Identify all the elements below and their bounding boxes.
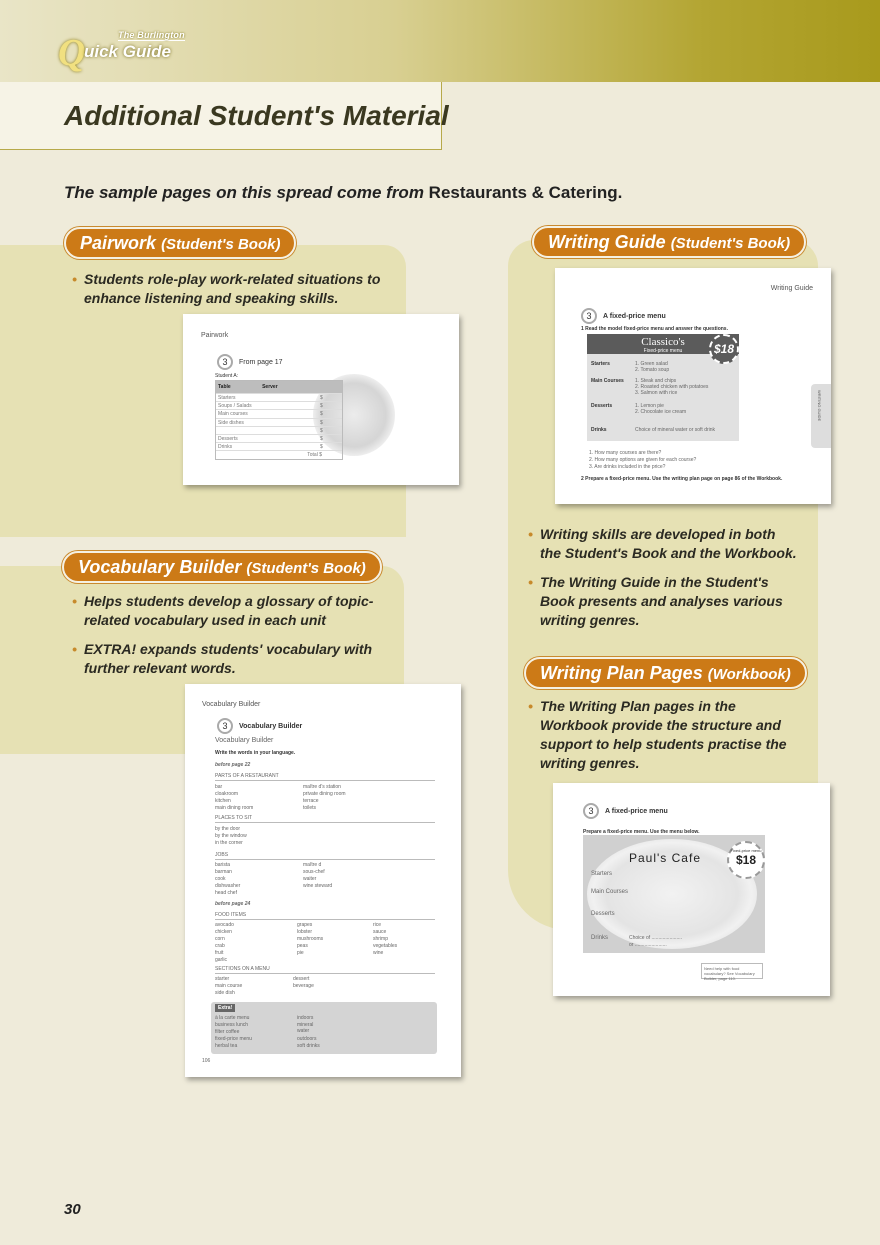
- vb-word: mushrooms: [297, 936, 324, 942]
- pairwork-bullets: [72, 270, 382, 318]
- pairwork-sub: (Student's Book): [161, 236, 281, 253]
- vb-instruction: Write the words in your language.: [215, 750, 296, 756]
- pairwork-heading: [64, 227, 296, 259]
- vb-word: head chef: [215, 890, 237, 896]
- page-title: Additional Student's Material: [64, 100, 449, 131]
- vb-extra-label: Extra!: [215, 1004, 235, 1012]
- pw-table-header: [216, 381, 342, 393]
- vocab-title: Vocabulary Builder: [78, 557, 242, 577]
- vb-word: shrimp: [373, 936, 389, 942]
- wg-course-items: Choice of mineral water or soft drink: [635, 427, 716, 433]
- writing-guide-title: Writing Guide: [548, 232, 666, 252]
- classico-name: Classico's: [641, 336, 685, 348]
- vb-word: rice: [373, 922, 382, 928]
- vb-word: filter coffee: [215, 1029, 240, 1035]
- vb-word: in the corner: [215, 840, 243, 846]
- vb-divider: [215, 919, 435, 920]
- vb-word: business lunch: [215, 1022, 249, 1028]
- wg-course-items: 1. Lemon pie 2. Chocolate ice cream: [635, 403, 687, 415]
- pauls-cafe-menu: [583, 835, 765, 953]
- wg-unit: 3: [581, 308, 597, 324]
- pw-row: Main courses $: [216, 409, 342, 417]
- vb-unit: 3: [217, 718, 233, 734]
- vb-word: maître d: [303, 862, 322, 868]
- cafe-course: Desserts: [591, 911, 615, 917]
- vb-header: Vocabulary Builder: [202, 701, 261, 708]
- vb-word: cook: [215, 876, 226, 882]
- pw-order-table: [215, 380, 343, 460]
- writing-plan-heading: [524, 657, 807, 689]
- vocab-heading: [62, 551, 382, 583]
- wg-course-name: Desserts: [591, 403, 613, 409]
- pairwork-bullet: • Students role-play work-related situations to enhance listening and speaking skills.: [72, 270, 382, 308]
- pw-student: Student A:: [215, 373, 239, 379]
- pw-row: $: [216, 426, 342, 434]
- vocab-sub: (Student's Book): [246, 560, 366, 577]
- wg-course-name: Main Courses: [591, 378, 624, 384]
- logo-letter: Q: [58, 32, 86, 74]
- vb-title: Vocabulary Builder: [239, 723, 303, 730]
- vb-group-name: SECTIONS ON A MENU: [215, 966, 270, 972]
- cafe-drinks-or: or .......................: [629, 942, 667, 948]
- intro-text: [64, 183, 622, 203]
- writing-plan-title: Writing Plan Pages: [540, 663, 703, 683]
- pw-row: Desserts $: [216, 434, 342, 442]
- vb-word: private dining room: [303, 791, 346, 797]
- vb-word: peas: [297, 943, 308, 949]
- writing-guide-heading: [532, 226, 806, 258]
- wg-instruction: 1 Read the model fixed-price menu and answer the questions.: [581, 326, 728, 332]
- pw-server-label: Server: [262, 384, 278, 390]
- pw-row: Starters $: [216, 393, 342, 401]
- vb-word: main course: [215, 983, 243, 989]
- writing-guide-sub: (Student's Book): [670, 235, 791, 252]
- vb-word: indoors: [297, 1015, 314, 1021]
- cafe-badge-price: $18: [735, 853, 757, 867]
- cafe-badge-label: Fixed-price menu: [730, 848, 762, 853]
- vb-word: dishwasher: [215, 883, 241, 889]
- cafe-course: Starters: [591, 871, 613, 877]
- logo-publisher: The Burlington: [118, 30, 185, 40]
- cafe-drinks-line: Choice of ......................: [629, 935, 683, 941]
- classico-price-badge: $18: [709, 334, 739, 364]
- pw-table-label: Table: [218, 384, 231, 390]
- writing-plan-sub: (Workbook): [707, 666, 791, 683]
- wg-course-name: Drinks: [591, 427, 607, 433]
- vb-word: bar: [215, 784, 223, 790]
- vb-word: fruit: [215, 950, 224, 956]
- pw-row: Soups / Salads $: [216, 401, 342, 409]
- classico-menu: [587, 334, 739, 441]
- pairwork-title: Pairwork: [80, 233, 157, 253]
- vb-word: mineral: [297, 1022, 314, 1028]
- vocab-sample-page: [185, 684, 461, 1077]
- wg-question: 1. How many courses are there?: [589, 450, 662, 456]
- cafe-price-badge: [727, 841, 765, 879]
- pw-row: Side dishes $: [216, 418, 342, 426]
- wp-unit: 3: [583, 803, 599, 819]
- writing-plan-sample-page: [553, 783, 830, 996]
- vb-word: maître d's station: [303, 784, 341, 790]
- vb-word: waiter: [303, 876, 317, 882]
- logo-word: uick Guide: [84, 42, 171, 61]
- vb-word: toilets: [303, 805, 317, 811]
- pw-title: From page 17: [239, 359, 283, 366]
- intro-brand: Restaurants & Catering.: [428, 183, 623, 202]
- vb-divider: [215, 973, 435, 974]
- pairwork-sample-page: [183, 314, 459, 485]
- vb-word: terrace: [303, 798, 319, 804]
- vb-word: starter: [215, 976, 230, 982]
- vb-word: side dish: [215, 990, 235, 996]
- vb-word: vegetables: [373, 943, 398, 949]
- vb-group-name: PLACES TO SIT: [215, 815, 253, 821]
- pw-unit: 3: [217, 354, 233, 370]
- writing-guide-sample-page: [555, 268, 831, 504]
- wg-question: 3. Are drinks included in the price?: [589, 464, 666, 470]
- intro-lead: The sample pages on this spread come from: [64, 183, 424, 202]
- writing-plan-bullets: [528, 697, 800, 783]
- vb-divider: [215, 780, 435, 781]
- vb-word: lobster: [297, 929, 313, 935]
- wp-instruction: Prepare a fixed-price menu. Use the menu below.: [583, 829, 700, 835]
- vb-word: by the door: [215, 826, 241, 832]
- writing-plan-bullet: • The Writing Plan pages in the Workbook provide the structure and support to help students practise the writing genres.: [528, 697, 800, 773]
- vb-word: sauce: [373, 929, 387, 935]
- vb-word: by the window: [215, 833, 247, 839]
- vb-word: garlic: [215, 957, 227, 963]
- vb-word: barman: [215, 869, 232, 875]
- vb-divider: [215, 859, 435, 860]
- pw-header: Pairwork: [201, 332, 229, 339]
- vb-word: sous-chef: [303, 869, 325, 875]
- vb-word: herbal tea: [215, 1043, 238, 1049]
- wg-task2: 2 Prepare a fixed-price menu. Use the writing plan page on page 86 of the Workbook.: [581, 476, 783, 482]
- vb-word: avocado: [215, 922, 234, 928]
- vb-word: crab: [215, 943, 225, 949]
- vb-word: soft drinks: [297, 1043, 320, 1049]
- vb-word: wine steward: [303, 883, 333, 889]
- wg-header: Writing Guide: [770, 285, 813, 292]
- wg-title: A fixed-price menu: [603, 313, 666, 320]
- vb-word: outdoors: [297, 1036, 317, 1042]
- writing-guide-bullet: • Writing skills are developed in both the Student's Book and the Workbook.: [528, 525, 800, 563]
- wp-title: A fixed-price menu: [605, 808, 668, 815]
- vb-group-name: JOBS: [215, 852, 229, 858]
- wg-course-items: 1. Steak and chips 2. Roasted chicken with potatoes 3. Salmon with rice: [635, 378, 709, 396]
- vb-word: corn: [215, 936, 225, 942]
- vb-word: wine: [373, 950, 384, 956]
- vb-word: fixed-price menu: [215, 1036, 252, 1042]
- vb-before24: before page 24: [215, 901, 251, 907]
- cafe-title: Paul's Cafe: [629, 851, 701, 865]
- vb-word: beverage: [293, 983, 314, 989]
- vb-word: grapes: [297, 922, 313, 928]
- vb-word: chicken: [215, 929, 232, 935]
- vb-word: à la carte menu: [215, 1015, 250, 1021]
- page-number: 30: [64, 1201, 81, 1218]
- pw-row: Drinks $: [216, 442, 342, 450]
- pw-total-row: Total $: [216, 450, 342, 458]
- vb-group-name: FOOD ITEMS: [215, 912, 247, 918]
- writing-guide-bullet: • The Writing Guide in the Student's Book presents and analyses various writing genres.: [528, 573, 800, 630]
- vb-word: dessert: [293, 976, 310, 982]
- wg-course-name: Starters: [591, 361, 610, 367]
- vb-before22: before page 22: [215, 762, 251, 768]
- vb-word: water: [297, 1028, 310, 1034]
- wg-course-items: 1. Green salad 2. Tomato soup: [635, 361, 670, 373]
- vb-word: kitchen: [215, 798, 231, 804]
- vb-group-name: PARTS OF A RESTAURANT: [215, 773, 279, 779]
- cafe-course: Main Courses: [591, 889, 629, 895]
- cafe-course: Drinks: [591, 935, 609, 941]
- vocab-bullet: • Helps students develop a glossary of topic-related vocabulary used in each unit: [72, 592, 382, 630]
- classico-sub: Fixed-price menu: [643, 348, 683, 354]
- vocab-bullet: • EXTRA! expands students' vocabulary with further relevant words.: [72, 640, 382, 678]
- vb-word: main dining room: [215, 805, 254, 811]
- writing-guide-bullets: [528, 525, 800, 640]
- vb-word: barista: [215, 862, 231, 868]
- vb-page-number: 106: [202, 1058, 211, 1064]
- vb-extra-box: [211, 1002, 437, 1054]
- vb-divider: [215, 822, 435, 823]
- quick-guide-logo: [58, 30, 188, 78]
- vb-word: cloakroom: [215, 791, 239, 797]
- vb-subtitle: Vocabulary Builder: [215, 737, 274, 744]
- wg-question: 2. How many options are given for each course?: [589, 457, 697, 463]
- wp-help-text: Need help with food vocabulary? See Vocabulary Builder, page 110.: [704, 966, 755, 981]
- wp-help-box: [701, 963, 763, 979]
- writing-guide-side-tab: WRITING GUIDE: [811, 384, 831, 448]
- vb-word: pie: [297, 950, 304, 956]
- vocab-bullets: [72, 592, 382, 688]
